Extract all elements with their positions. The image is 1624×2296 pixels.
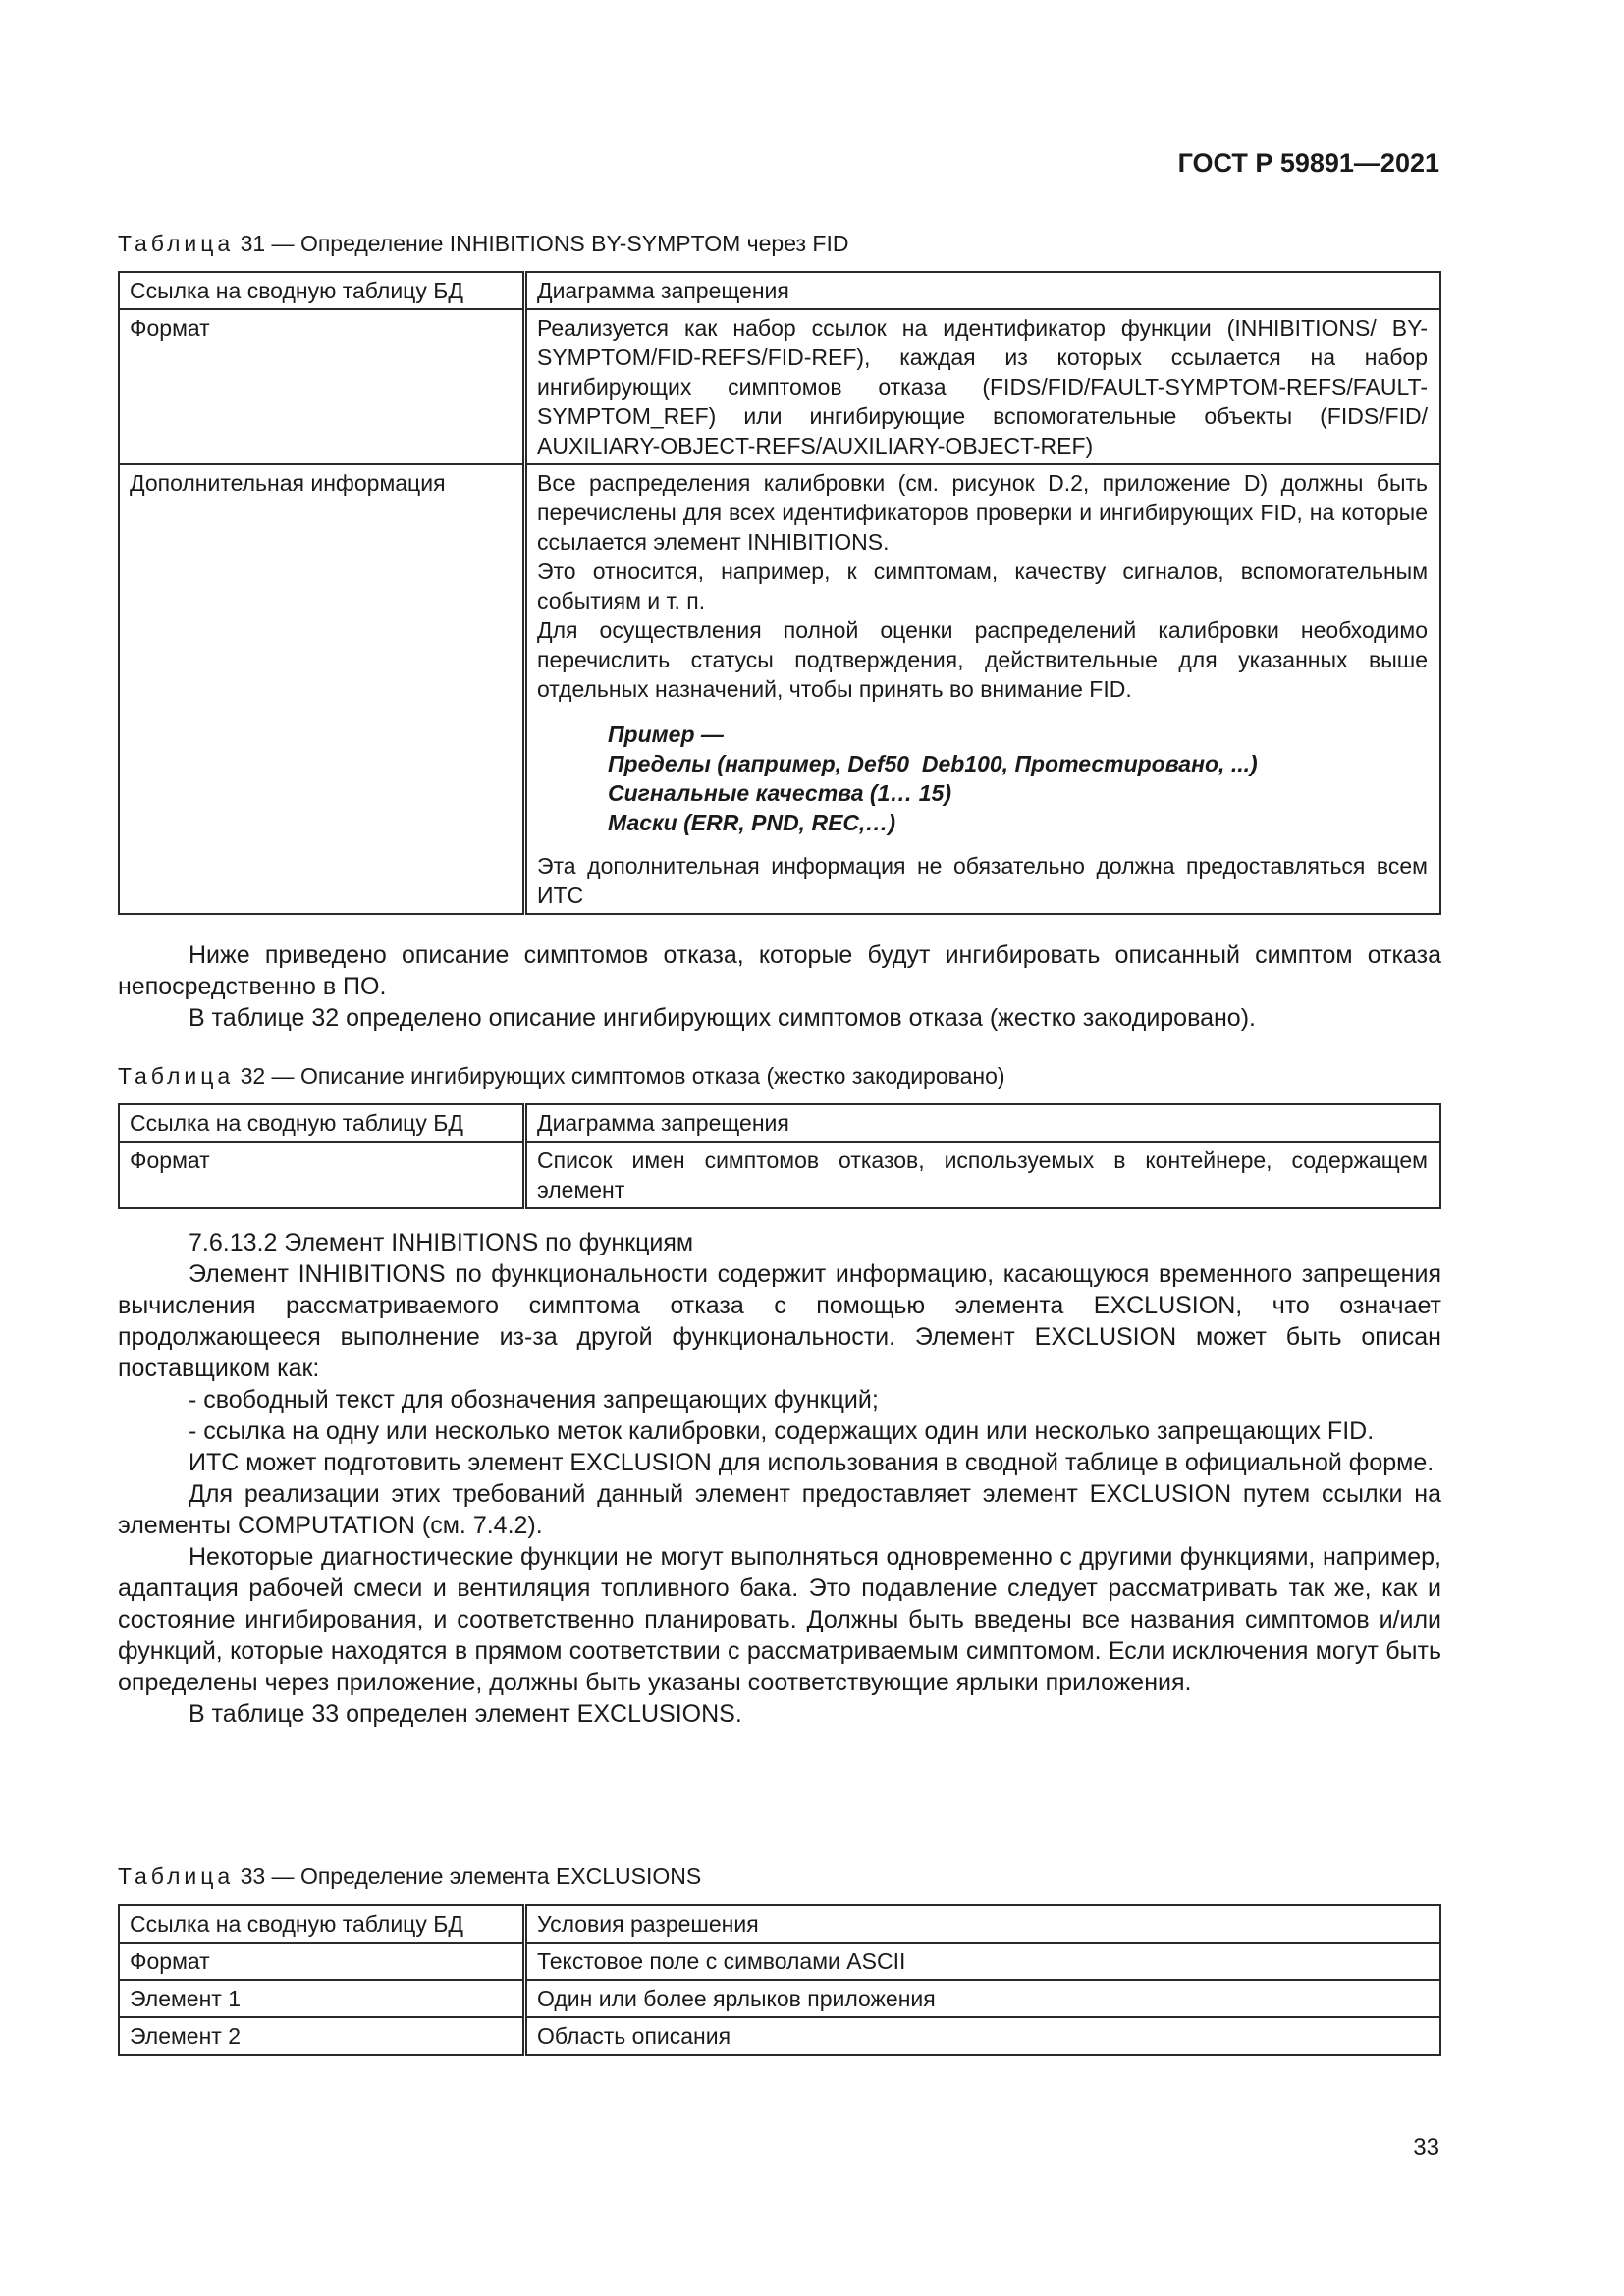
table-32-caption-prefix: Таблица — [118, 1063, 235, 1089]
table-31-caption-prefix: Таблица — [118, 231, 235, 256]
table-cell: Список имен симптомов отказов, используемых в контейнере, содержащем элемент — [525, 1142, 1441, 1208]
table-cell: Формат — [119, 1943, 525, 1980]
table-row — [119, 1980, 1440, 2017]
table-cell: Текстовое поле с символами ASCII — [525, 1943, 1441, 1980]
paragraph: Ниже приведено описание симптомов отказа, которые будут ингибировать описанный симптом отказа непосредственно в ПО. — [118, 941, 1441, 1000]
table-cell — [525, 464, 1441, 914]
table-cell: Один или более ярлыков приложения — [525, 1980, 1441, 2017]
additional-info-paragraph: Эта дополнительная информация не обязательно должна предоставляться всем ИТС — [537, 853, 1428, 908]
table-cell: Ссылка на сводную таблицу БД — [119, 272, 525, 309]
paragraph: В таблице 32 определено описание ингибирующих симптомов отказа (жестко закодировано). — [189, 1004, 1256, 1032]
list-item: - ссылка на одну или несколько меток калибровки, содержащих один или несколько запрещающих FID. — [189, 1417, 1375, 1445]
table-cell: Дополнительная информация — [119, 464, 525, 914]
example-line: Сигнальные качества (1… 15) — [608, 780, 952, 806]
table-cell: Реализуется как набор ссылок на идентификатор функции (INHIBITIONS/ BY-SYMPTOM/FID-REFS/FID-REF), каждая из которых ссылается на набор ингибирующих симптомов отказа (FIDS/FID/FAULT-SYMPTOM-REFS/FAULT-SYMPTOM_REF) или ингибирующие вспомогательные объекты (FIDS/FID/ AUXILIARY-OBJECT-REFS/AUXILIARY-OBJECT-REF) — [525, 309, 1441, 464]
table-33-caption — [118, 1860, 701, 1892]
paragraph: Для реализации этих требований данный элемент предоставляет элемент EXCLUSION путем ссылки на элементы COMPUTATION (см. 7.4.2). — [118, 1480, 1441, 1539]
table-cell: Условия разрешения — [525, 1905, 1441, 1943]
paragraph: В таблице 33 определен элемент EXCLUSIONS. — [189, 1700, 742, 1728]
list-item: - свободный текст для обозначения запрещающих функций; — [189, 1386, 879, 1414]
table-33-caption-prefix: Таблица — [118, 1863, 235, 1889]
table-32-caption-text: 32 — Описание ингибирующих симптомов отказа (жестко закодировано) — [234, 1063, 1005, 1089]
example-line: Маски (ERR, PND, REC,…) — [608, 810, 896, 835]
additional-info-paragraph: Для осуществления полной оценки распределений калибровки необходимо перечислить статусы подтверждения, действительные для указанных выше отдельных назначений, чтобы принять во внимание FID. — [537, 617, 1428, 702]
document-code: ГОСТ Р 59891—2021 — [1177, 148, 1439, 178]
paragraph: Некоторые диагностические функции не могут выполняться одновременно с другими функциями, например, адаптация рабочей смеси и вентиляция топливного бака. Это подавление следует рассматривать так же, как и состояние ингибирования, и соответственно планировать. Должны быть введены все названия симптомов и/или функций, которые находятся в прямом соответствии с рассматриваемым симптомом. Если исключения могут быть определены через приложение, должны быть указаны соответствующие ярлыки приложения. — [118, 1543, 1441, 1696]
additional-info-paragraph: Все распределения калибровки (см. рисунок D.2, приложение D) должны быть перечислены для всех идентификаторов проверки и ингибирующих FID, на которые ссылается элемент INHIBITIONS. — [537, 470, 1428, 555]
body-text-1 — [118, 939, 1441, 1034]
table-row — [119, 1104, 1440, 1142]
table-row — [119, 1142, 1440, 1208]
table-31-caption — [118, 228, 848, 259]
example-line: Пример — — [608, 721, 724, 747]
table-32-caption — [118, 1060, 1005, 1092]
table-cell: Диаграмма запрещения — [525, 272, 1441, 309]
page-number: 33 — [1413, 2134, 1439, 2161]
table-cell: Ссылка на сводную таблицу БД — [119, 1905, 525, 1943]
table-cell: Диаграмма запрещения — [525, 1104, 1441, 1142]
table-32 — [118, 1103, 1441, 1209]
table-row — [119, 272, 1440, 309]
example-line: Пределы (например, Def50_Deb100, Протестировано, ...) — [608, 751, 1258, 776]
example-block — [537, 704, 1428, 851]
table-cell: Формат — [119, 309, 525, 464]
table-cell: Область описания — [525, 2017, 1441, 2055]
table-row — [119, 1943, 1440, 1980]
paragraph: Элемент INHIBITIONS по функциональности содержит информацию, касающуюся временного запрещения вычисления рассматриваемого симптома отказа с помощью элемента EXCLUSION, что означает продолжающееся выполнение из-за другой функциональности. Элемент EXCLUSION может быть описан поставщиком как: — [118, 1260, 1441, 1382]
table-row — [119, 2017, 1440, 2055]
table-33 — [118, 1904, 1441, 2056]
table-cell: Формат — [119, 1142, 525, 1208]
table-row — [119, 309, 1440, 464]
table-31 — [118, 271, 1441, 915]
table-31-caption-text: 31 — Определение INHIBITIONS BY-SYMPTOM через FID — [234, 231, 849, 256]
body-text-2 — [118, 1227, 1441, 1730]
table-33-caption-text: 33 — Определение элемента EXCLUSIONS — [234, 1863, 702, 1889]
table-cell: Элемент 1 — [119, 1980, 525, 2017]
table-row — [119, 464, 1440, 914]
table-row — [119, 1905, 1440, 1943]
additional-info-paragraph: Это относится, например, к симптомам, качеству сигналов, вспомогательным событиям и т. п. — [537, 559, 1428, 614]
paragraph: ИТС может подготовить элемент EXCLUSION для использования в сводной таблице в официальной форме. — [189, 1449, 1435, 1476]
table-cell: Ссылка на сводную таблицу БД — [119, 1104, 525, 1142]
section-heading: 7.6.13.2 Элемент INHIBITIONS по функциям — [189, 1229, 694, 1256]
table-cell: Элемент 2 — [119, 2017, 525, 2055]
